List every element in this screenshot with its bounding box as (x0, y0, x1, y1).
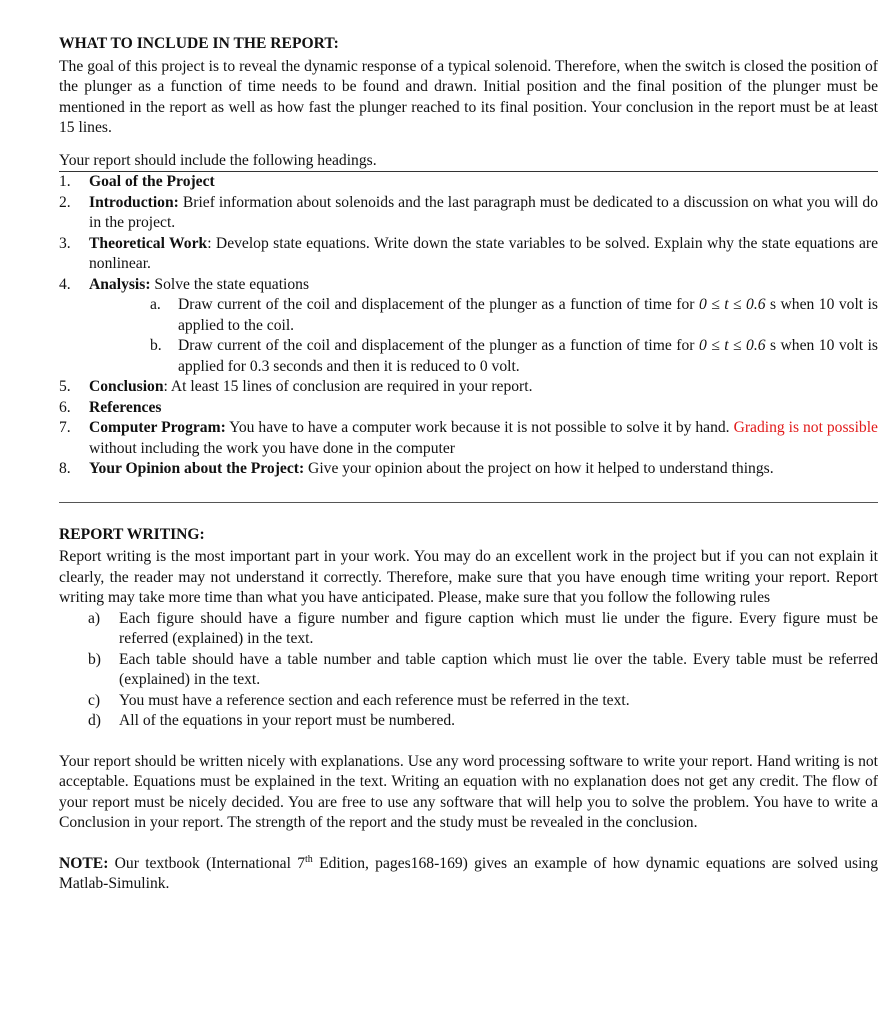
list-item (59, 336, 878, 377)
heading-analysis: Analysis: (89, 275, 151, 293)
time-range: 0 ≤ t ≤ 0.6 (698, 337, 766, 354)
analysis-b-text-after: s when 10 volt is applied for 0.3 seconds and then it is reduced to 0 volt. (178, 337, 878, 375)
analysis-a-text-after: s when 10 volt is applied to the coil. (178, 296, 878, 334)
list-item (59, 711, 878, 732)
section-title-report-writing: REPORT WRITING: (59, 525, 205, 543)
list-item (59, 650, 878, 691)
report-headings-list (59, 172, 878, 295)
list-number: 4. (59, 275, 71, 293)
grading-warning: Grading is not possible (733, 419, 878, 436)
list-item (59, 172, 878, 193)
list-item (59, 398, 878, 419)
note-superscript: th (305, 853, 313, 865)
list-number: 6. (59, 398, 71, 416)
section-divider (59, 502, 878, 503)
theoretical-work-text: : Develop state equations. Write down the state variables to be solved. Explain why the state equations are nonlinear. (89, 234, 878, 272)
sublist-letter: b. (150, 337, 162, 354)
writing-rules-list (59, 609, 878, 732)
list-item (59, 295, 878, 336)
list-item (59, 691, 878, 712)
rule-letter: b) (88, 650, 101, 668)
headings-intro: Your report should include the following headings. (59, 151, 878, 173)
note-text: Our textbook (International 7 (108, 854, 306, 872)
note-label: NOTE: (59, 854, 109, 872)
heading-goal: Goal of the Project (89, 173, 215, 190)
heading-theoretical-work: Theoretical Work (89, 234, 208, 252)
rule-text: Each table should have a table number and table caption which must lie over the table. Every table must be referred (explained) in the text. (119, 650, 878, 688)
project-goal-paragraph: The goal of this project is to reveal the dynamic response of a typical solenoid. Therefore, when the switch is closed the position of the plunger as a function of time needs to be found and drawn. Initial position and the final position of the plunger must be mentioned in the report as well as how fast the plunger reached to its final position. Your conclusion in the report must be at least 15 lines. (59, 57, 878, 136)
list-item (59, 609, 878, 650)
heading-introduction: Introduction: (89, 193, 179, 211)
heading-references: References (89, 398, 162, 416)
list-number: 7. (59, 419, 71, 436)
list-number: 5. (59, 378, 71, 395)
rule-text: You must have a reference section and each reference must be referred in the text. (119, 691, 630, 709)
analysis-text: Solve the state equations (150, 275, 310, 293)
rule-text: Each figure should have a figure number and figure caption which must lie under the figure. Every figure must be referred (explained) in the text. (119, 609, 878, 647)
heading-conclusion: Conclusion (89, 378, 164, 395)
note-paragraph (59, 854, 878, 895)
report-writing-intro: Report writing is the most important part in your work. You may do an excellent work in the project but if you can not explain it clearly, the reader may not understand it correctly. Therefore, make sure that you have enough time writing your report. Report writing may take more time than what you have anticipated. Please, make sure that you follow the following rules (59, 548, 878, 606)
rule-letter: d) (88, 712, 101, 729)
list-number: 2. (59, 193, 71, 211)
list-item (59, 418, 878, 459)
computer-program-text-after: without including the work you have done in the computer (89, 439, 455, 457)
computer-program-text: You have to have a computer work because it is not possible to solve it by hand. (225, 419, 730, 436)
list-item (59, 234, 878, 275)
analysis-a-text: Draw current of the coil and displacement of the plunger as a function of time for (178, 296, 699, 313)
heading-opinion: Your Opinion about the Project: (89, 460, 305, 477)
analysis-sublist (59, 295, 878, 377)
rule-text: All of the equations in your report must be numbered. (119, 712, 456, 729)
note-text-after: Edition, pages168-169) gives an example of how dynamic equations are solved using Matlab-Simulink. (59, 854, 878, 892)
rule-letter: c) (88, 691, 101, 709)
report-headings-list-cont (59, 377, 878, 480)
introduction-text: Brief information about solenoids and the last paragraph must be dedicated to a discussion on what you will do in the project. (89, 193, 878, 231)
opinion-text: Give your opinion about the project on how it helped to understand things. (304, 460, 774, 477)
list-number: 3. (59, 234, 71, 252)
section-title-report-contents: WHAT TO INCLUDE IN THE REPORT: (59, 35, 339, 52)
list-number: 1. (59, 173, 71, 190)
list-number: 8. (59, 460, 71, 477)
list-item (59, 377, 878, 398)
list-item (59, 459, 878, 480)
list-item (59, 193, 878, 234)
sublist-letter: a. (150, 296, 161, 313)
heading-computer-program: Computer Program: (89, 419, 226, 436)
writing-guidelines-paragraph: Your report should be written nicely with explanations. Use any word processing software to write your report. Hand writing is not acceptable. Equations must be explained in the text. Writing an equation with no explanation does not get any credit. The flow of your report must be nicely decided. You are free to use any software that will help you to solve the problem. You have to write a Conclusion in your report. The strength of the report and the study must be revealed in the conclusion. (59, 752, 878, 831)
time-range: 0 ≤ t ≤ 0.6 (698, 296, 766, 313)
rule-letter: a) (88, 609, 101, 627)
conclusion-text: : At least 15 lines of conclusion are required in your report. (163, 378, 533, 395)
analysis-b-text: Draw current of the coil and displacement of the plunger as a function of time for (178, 337, 699, 354)
list-item (59, 275, 878, 296)
